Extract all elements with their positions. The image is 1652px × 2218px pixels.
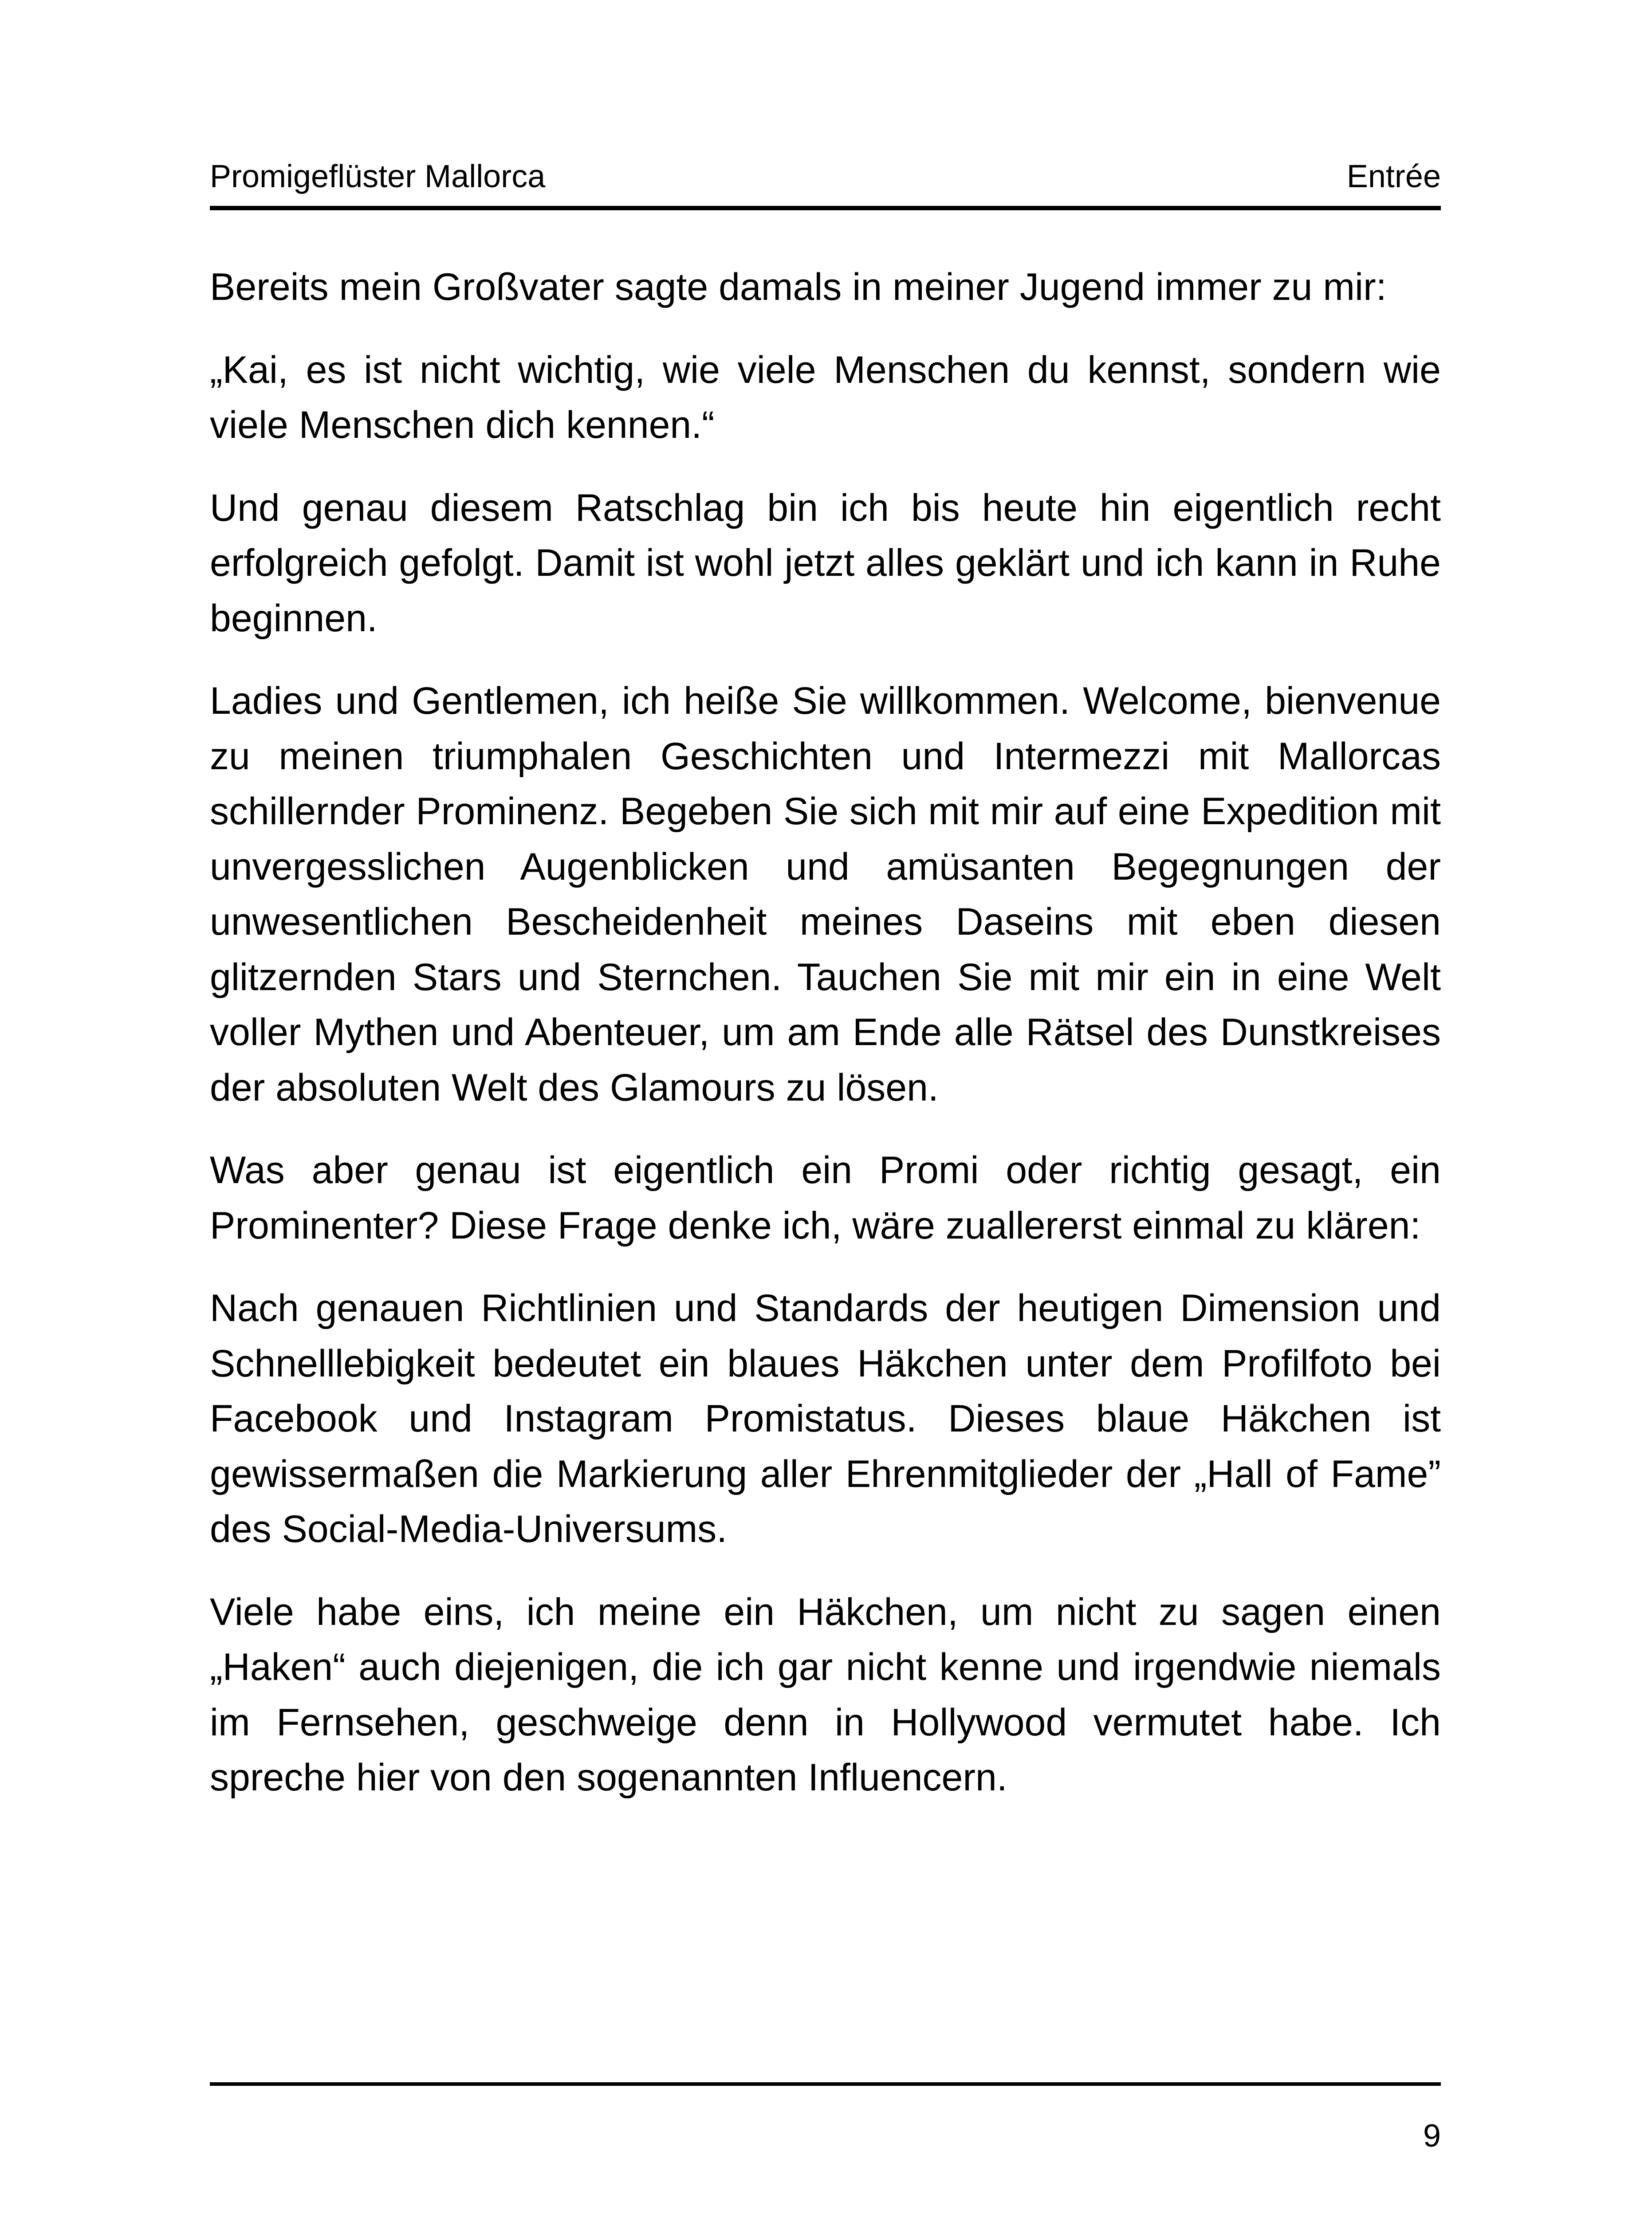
paragraph: Nach genauen Richtlinien und Standards der heutigen Dimension und Schnelllebigkeit bedeutet ein blaues Häkchen unter dem Profilfoto bei Facebook und Instagram Promistatus. Dieses blaue Häkchen ist gewissermaßen die Markierung aller Ehrenmitglieder der „Hall of Fame” des Social-Media-Universums. [210,1287,1441,1550]
paragraph: Und genau diesem Ratschlag bin ich bis heute hin eigentlich recht erfolgreich gefolgt. Damit ist wohl jetzt alles geklärt und ich kann in Ruhe beginnen. [210,486,1441,640]
running-header [210,153,1441,211]
book-title: Promigeflüster Mallorca [210,159,546,194]
header-divider [210,206,1441,210]
footer-divider [210,2082,1441,2086]
body-text [210,260,1441,1833]
paragraph: „Kai, es ist nicht wichtig, wie viele Menschen du kennst, sondern wie viele Menschen dich kennen.“ [210,348,1441,446]
paragraph: Ladies und Gentlemen, ich heiße Sie willkommen. Welcome, bienvenue zu meinen triumphalen Geschichten und Intermezzi mit Mallorcas schillernder Prominenz. Begeben Sie sich mit mir auf eine Expedition mit unvergesslichen Augenblicken und amüsanten Begegnungen der unwesentlichen Bescheidenheit meines Daseins mit eben diesen glitzernden Stars und Sternchen. Tauchen Sie mit mir ein in eine Welt voller Mythen und Abenteuer, um am Ende alle Rätsel des Dunstkreises der absoluten Welt des Glamours zu lösen. [210,680,1441,1109]
page-number: 9 [1423,2118,1441,2154]
paragraph: Viele habe eins, ich meine ein Häkchen, um nicht zu sagen einen „Haken“ auch diejenigen, die ich gar nicht kenne und irgendwie niemals im Fernsehen, geschweige denn in Hollywood vermutet habe. Ich spreche hier von den sogenannten Influencern. [210,1590,1441,1799]
paragraph: Bereits mein Großvater sagte damals in meiner Jugend immer zu mir: [210,266,1387,308]
paragraph: Was aber genau ist eigentlich ein Promi oder richtig gesagt, ein Prominenter? Diese Frage denke ich, wäre zuallererst einmal zu klären: [210,1149,1441,1247]
chapter-title: Entrée [1346,159,1441,194]
